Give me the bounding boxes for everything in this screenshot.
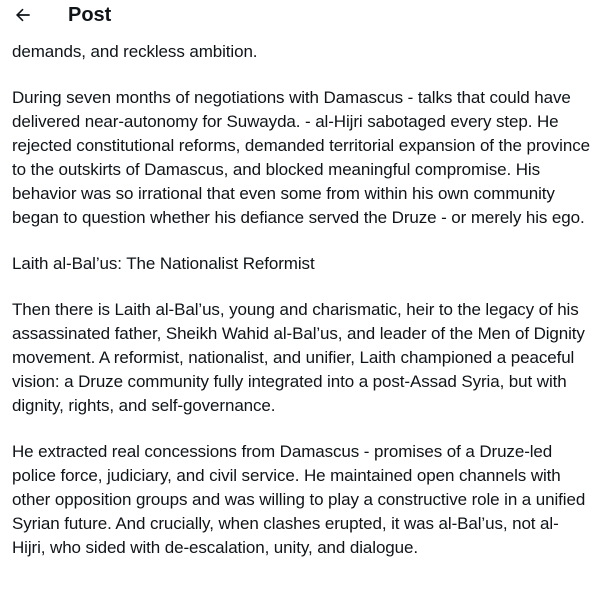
back-button[interactable] (10, 4, 36, 26)
post-paragraph: He extracted real concessions from Damascus - promises of a Druze-led police force, judiciary, and civil service. He maintained open channels with other opposition groups and was willing to play a constructive role in a unified Syrian future. And crucially, when clashes erupted, it was al-Bal’us, not al-Hijri, who sided with de-escalation, unity, and dialogue. (12, 442, 586, 557)
arrow-left-icon (13, 5, 33, 25)
post-paragraph: During seven months of negotiations with Damascus - talks that could have delivered near-autonomy for Suwayda. - al-Hijri sabotaged every step. He rejected constitutional reforms, demanded territorial expansion of the province to the outskirts of Damascus, and blocked meaningful compromise. His behavior was so irrational that even some from within his own community began to question whether his defiance served the Druze - or merely his ego. (12, 88, 590, 227)
post-paragraph: demands, and reckless ambition. (12, 42, 258, 61)
post-paragraph: Then there is Laith al-Bal’us, young and charismatic, heir to the legacy of his assassinated father, Sheikh Wahid al-Bal’us, and leader of the Men of Dignity movement. A reformist, nationalist, and unifier, Laith championed a peaceful vision: a Druze community fully integrated into a post-Assad Syria, but with dignity, rights, and self-governance. (12, 300, 585, 415)
post-section-heading: Laith al-Bal’us: The Nationalist Reformist (12, 254, 315, 273)
page-title: Post (68, 4, 112, 26)
top-bar (0, 0, 600, 34)
post-body (12, 40, 592, 582)
